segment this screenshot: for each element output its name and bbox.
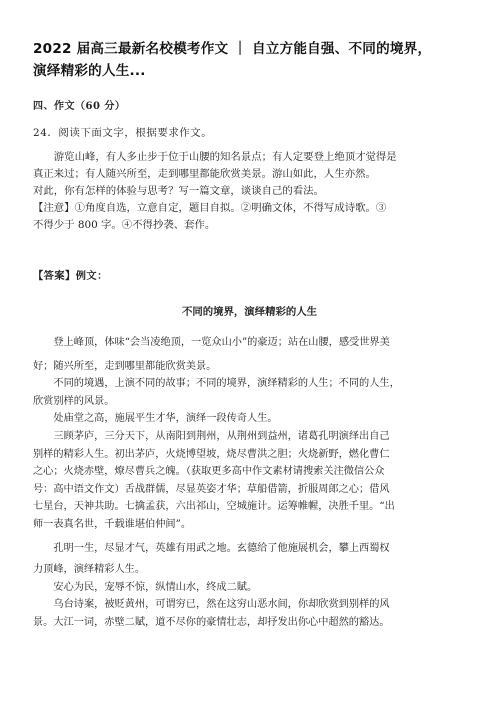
- prompt-question: 对此，你有怎样的体验与思考？写一篇文章，谈谈自己的看法。: [33, 185, 324, 197]
- essay-line: 好；随兴所至，走到哪里都能欣赏美景。: [33, 360, 217, 372]
- answer-label: 【答案】例文：: [33, 270, 108, 282]
- essay-line: 号：高中语文作文）舌战群儒，尽显英姿才华；草船借箭，折服周郎之心；借风: [33, 483, 390, 495]
- essay-line: 景。大江一词，赤壁二賦，道不尽你的豪情壮志，却抒发出你心中超然的豁达。: [33, 616, 390, 628]
- essay-line: 之心；火烧赤壁，燎尽曹兵之魄。（获取更多高中作文素材请搜索关注微信公众: [33, 466, 385, 478]
- document-title: [33, 38, 466, 82]
- essay-line: 登上峰顶，体味“会当凌绝顶，一览众山小”的豪迈；站在山腰，感受世界美: [53, 337, 390, 348]
- prompt-line: 游览山峰，有人多止步于位于山腰的知名景点；有人定要登上绝顶才觉得是: [53, 151, 397, 163]
- essay-body: [33, 334, 466, 632]
- essay-line: 别样的精彩人生。初出茅庐，火烧博望坡，烧尽曹洪之胆；火烧新野，燃化曹仁: [33, 448, 390, 460]
- essay-line: 欣赏别样的风景。: [33, 395, 115, 407]
- essay-line: 不同的境遇，上演不同的故事；不同的境界，演绎精彩的人生；不同的人生，: [53, 378, 400, 390]
- question-lead: 24．阅读下面文字，根据要求作文。: [33, 127, 213, 139]
- essay-title: 不同的境界，演绎精彩的人生: [181, 306, 318, 318]
- essay-line: 孔明一生，尽显才气，英雄有用武之地。玄德给了他施展机会，攀上西蜀权: [53, 542, 390, 554]
- essay-line: 乌台诗案，被贬黄州，可谓穷已，然在这穷山恶水间，你却欣赏到别样的风: [53, 599, 390, 611]
- question-prompt: [33, 149, 466, 234]
- essay-line: 三顾茅庐，三分天下，从南阳到荆州，从荆州到益州，诸葛孔明演绎出自己: [53, 430, 390, 442]
- essay-line: 力顶峰，演绎精彩人生。: [33, 564, 146, 576]
- section-label: 四、作文（60 分）: [33, 101, 126, 112]
- essay-line: 安心为民，宠辱不惊，纵情山水，终成二賦。: [53, 581, 258, 593]
- notes-line: 【注意】①角度自选，立意自定，题目自拟。②明确文体，不得写成诗歌。③: [33, 202, 387, 214]
- title-line-1: 2022 届高三最新名校模考作文 ｜ 自立方能自强、不同的境界，: [33, 41, 432, 57]
- question-section: [33, 99, 466, 234]
- title-line-2: 演绎精彩的人生...: [33, 63, 146, 79]
- essay-line: 处庙堂之高，施展平生才华，演绎一段传奇人生。: [53, 413, 278, 425]
- essay-line: 七星台，天神共助。七擒孟获，六出祁山，空城施计。运筹帷幄，决胜千里。“出: [33, 501, 395, 513]
- notes-line: 不得少于 800 字。④不得抄袭、套作。: [33, 219, 216, 231]
- essay-line: 师一表真名世，千载谁堪伯仲间”。: [33, 518, 192, 530]
- prompt-line: 真正来过；有人随兴所至，走到哪里都能欣赏美景。游山如此，人生亦然。: [33, 168, 376, 180]
